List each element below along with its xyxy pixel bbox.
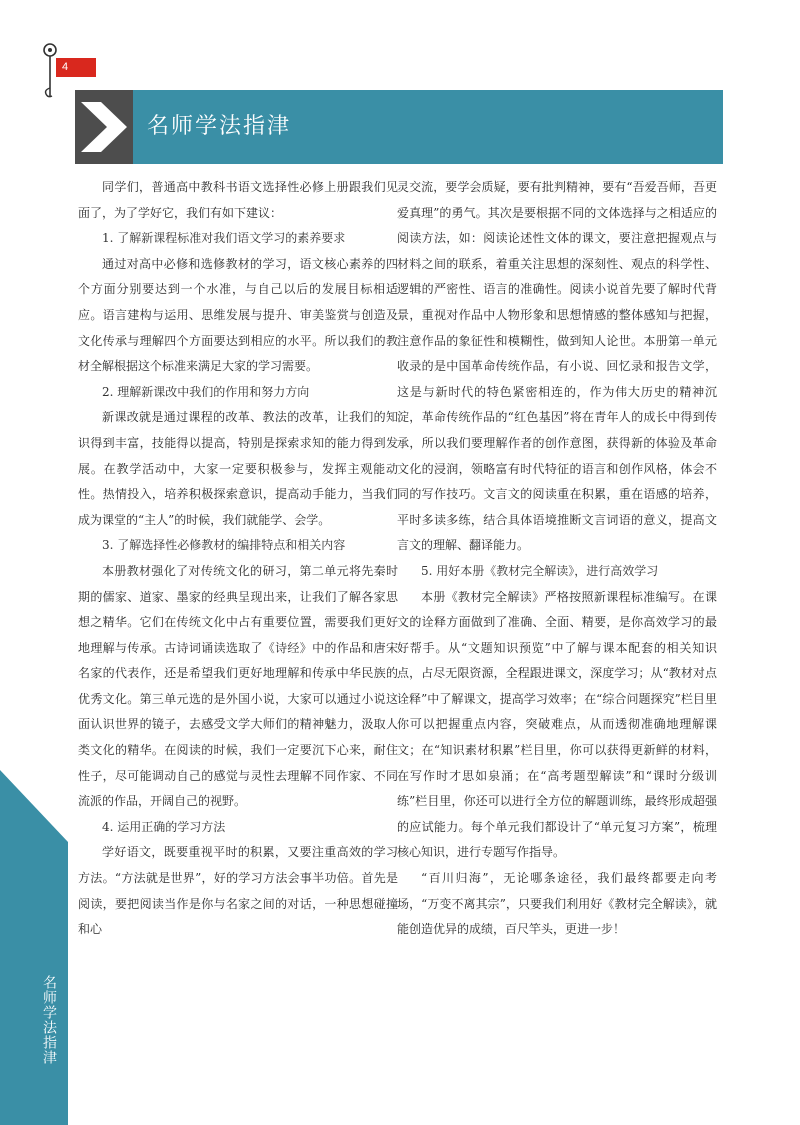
section-banner — [75, 90, 723, 164]
intro-paragraph: 同学们，普通高中教科书语文选择性必修上册跟我们见面了，为了学好它，我们有如下建议： — [78, 180, 398, 220]
section-heading: 4. 运用正确的学习方法 — [102, 819, 226, 834]
left-column — [78, 175, 398, 943]
section-heading: 5. 用好本册《教材完全解读》，进行高效学习 — [421, 563, 659, 578]
side-tab — [0, 770, 68, 1125]
body-paragraph-continued: 灵交流，要学会质疑，要有批判精神，要有“吾爱吾师，吾更爱真理”的勇气。其次是要根据不同的文体选择与之相适应的阅读方法，如：阅读论述性文体的课文，要注意把握观点与材料之间的联系，着重关注思想的深刻性、观点的科学性、逻辑的严密性、语言的准确性。阅读小说首先要了解时代背景，重视对作品中人物形象和思想情感的整体感知与把握，注意作品的象征性和模糊性，做到知人论世。本册第一单元收录的是中国革命传统作品，有小说、回忆录和报告文学，这是与新时代的特色紧密相连的，作为伟大历史的精神沉淀，革命传统作品的“红色基因”将在青年人的成长中得到传承，所以我们要理解作者的创作意图，获得新的体验及革命文化的浸润，领略富有时代特征的语言和创作风格，体会不同的写作技巧。文言文的阅读重在积累，重在语感的培养，平时多读多练，结合具体语境推断文言词语的意义，提高文言文的理解、翻译能力。 — [397, 180, 717, 553]
section-heading: 2. 理解新课改中我们的作用和努力方向 — [102, 384, 310, 399]
chevron-right-icon — [75, 90, 133, 164]
body-paragraph: 新课改就是通过课程的改革、教法的改革，让我们的知识得到丰富，技能得以提高，特别是探索求知的能力得到发展。在教学活动中，大家一定要积极参与，发挥主观能动性。热情投入，培养积极探索意识，提高动手能力，当我们成为课堂的“主人”的时候，我们就能学、会学。 — [78, 410, 398, 527]
side-tab-label: 名师学法指津 — [41, 975, 57, 1065]
body-paragraph: 本册教材强化了对传统文化的研习，第二单元将先秦时期的儒家、道家、墨家的经典呈现出来，让我们了解各家思想之精华。它们在传统文化中占有重要位置，需要我们更好地理解与传承。古诗词诵读选取了《诗经》中的作品和唐宋名家的代表作，还是希望我们更好地理解和传承中华民族的优秀文化。第三单元选的是外国小说，大家可以通过小说这面认识世界的镜子，去感受文学大师们的精神魅力，汲取人类文化的精华。在阅读的时候，我们一定要沉下心来，耐住性子，尽可能调动自己的感觉与灵性去理解不同作家、不同流派的作品，开阔自己的视野。 — [78, 563, 398, 809]
section-heading: 1. 了解新课程标准对我们语文学习的素养要求 — [102, 231, 346, 246]
section-heading: 3. 了解选择性必修教材的编排特点和相关内容 — [102, 538, 346, 553]
body-paragraph: 通过对高中必修和选修教材的学习，语文核心素养的四个方面分别要达到一个水准，与自己以后的发展目标相适应。语言建构与运用、思维发展与提升、审美鉴赏与创造及文化传承与理解四个方面要达到相应的水平。所以我们的教材全解根据这个标准来满足大家的学习需要。 — [78, 256, 398, 374]
body-paragraph: 学好语文，既要重视平时的积累，又要注重高效的学习方法。“方法就是世界”，好的学习方法会事半功倍。首先是阅读，要把阅读当作是你与名家之间的对话，一种思想碰撞和心 — [78, 845, 398, 937]
banner-chevron-box — [75, 90, 133, 164]
page-number: 4 — [56, 58, 96, 77]
banner-title: 名师学法指津 — [147, 114, 292, 139]
right-column — [397, 175, 717, 943]
closing-paragraph: “百川归海”，无论哪条途径，我们最终都要走向考场，“万变不离其宗”，只要我们利用好《教材完全解读》，就能创造优异的成绩，百尺竿头，更进一步！ — [397, 871, 717, 937]
body-paragraph: 本册《教材完全解读》严格按照新课程标准编写。在课文的诠释方面做到了准确、全面、精要，是你高效学习的最好帮手。从“文题知识预览”中了解与课本配套的相关知识点，占尽无限资源，全程跟进课文，深度学习；从“教材对点诠释”中了解课文，提高学习效率；在“综合问题探究”栏目里你可以把握重点内容，突破难点，从而透彻准确地理解课文；在“知识素材积累”栏目里，你可以获得更新鲜的材料，在写作时才思如泉涌；在“高考题型解读”和“课时分级训练”栏目里，你还可以进行全方位的解题训练，最终形成超强的应试能力。每个单元我们都设计了“单元复习方案”，梳理核心知识，进行专题写作指导。 — [397, 589, 717, 860]
